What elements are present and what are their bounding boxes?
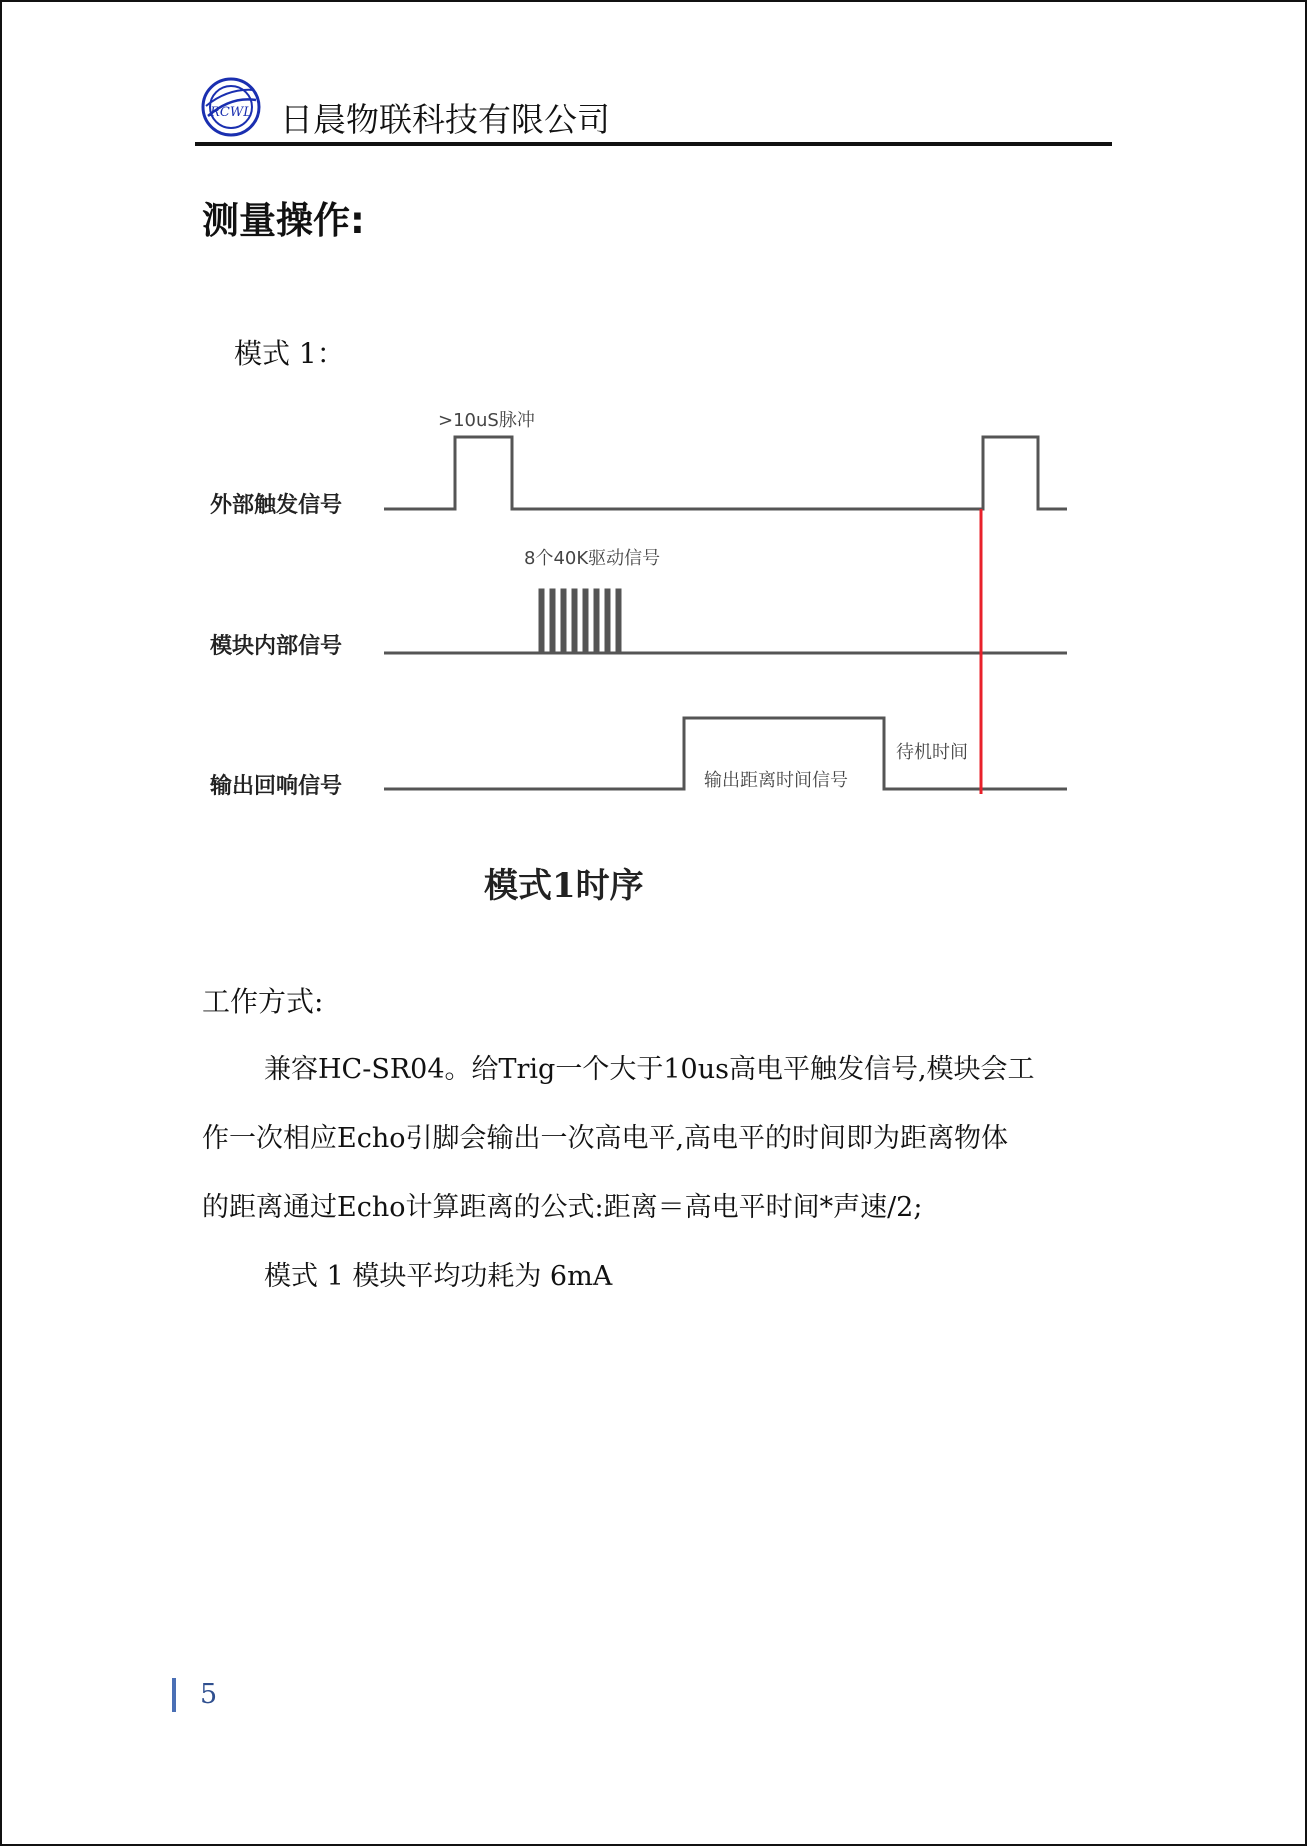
work-heading: 工作方式:: [202, 985, 324, 1018]
logo-text: RCWL: [210, 105, 252, 120]
work-text-line-1: 兼容HC-SR04。给Trig一个大于10us高电平触发信号,模块会工: [264, 1054, 1035, 1085]
pulse-label: >10uS脉冲: [438, 410, 535, 431]
diagram-caption: 模式1时序: [484, 866, 644, 906]
row-label-trigger: 外部触发信号: [210, 493, 343, 518]
section-title: 测量操作:: [202, 199, 365, 242]
company-logo: [200, 76, 262, 138]
work-text-line-3: 的距离通过Echo计算距离的公式:距离＝高电平时间*声速/2;: [202, 1192, 923, 1223]
power-consumption-text: 模式 1 模块平均功耗为 6mA: [264, 1261, 613, 1292]
standby-label: 待机时间: [896, 742, 968, 763]
trigger-signal: [384, 437, 1067, 509]
work-text-line-2: 作一次相应Echo引脚会输出一次高电平,高电平的时间即为距离物体: [202, 1123, 1009, 1154]
header-divider: [195, 142, 1112, 146]
mode-label: 模式 1：: [234, 337, 345, 370]
echo-label: 输出距离时间信号: [704, 770, 848, 791]
timing-diagram: [202, 397, 1082, 817]
page-number-bar: [172, 1678, 176, 1712]
drive-signal: [384, 590, 1067, 653]
page-number: 5: [200, 1679, 218, 1710]
company-name: 日晨物联科技有限公司: [280, 100, 610, 139]
drive-label: 8个40K驱动信号: [524, 548, 661, 569]
row-label-echo: 输出回响信号: [210, 774, 343, 799]
row-label-internal: 模块内部信号: [210, 634, 343, 659]
